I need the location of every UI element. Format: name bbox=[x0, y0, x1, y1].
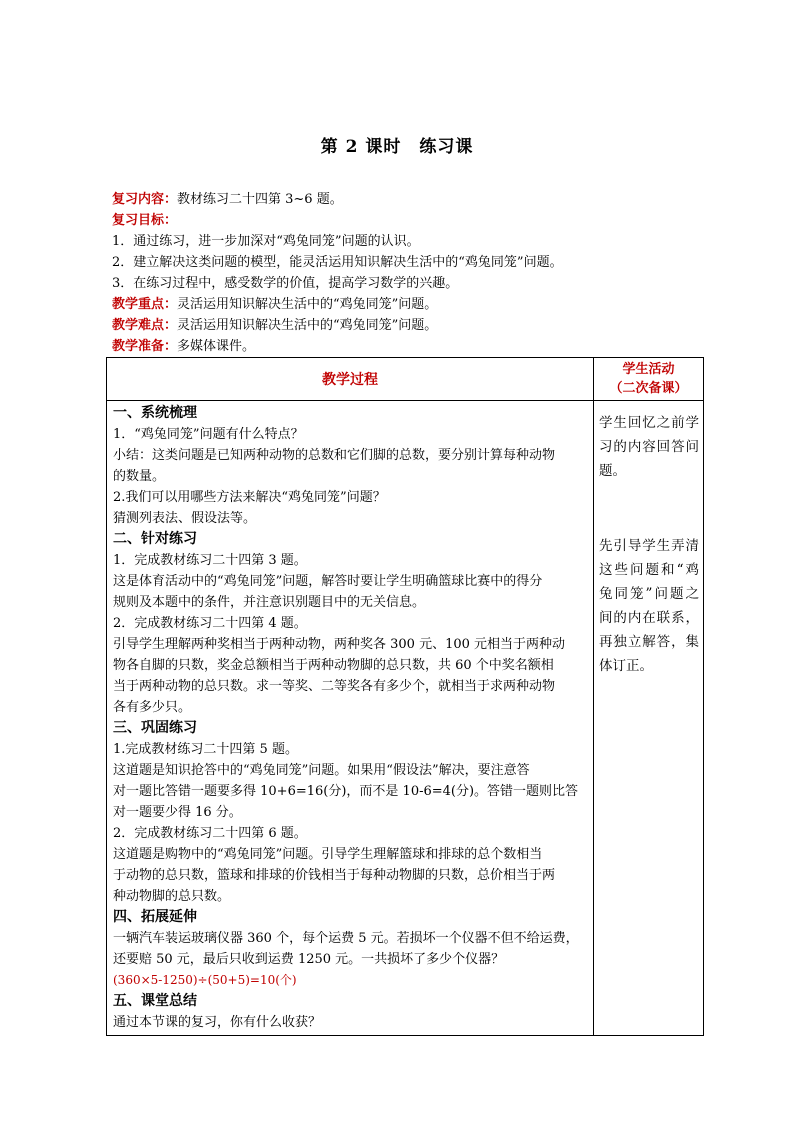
section-heading: 三、巩固练习 bbox=[113, 720, 197, 736]
content-line: 1．“鸡兔同笼”问题有什么特点？ bbox=[113, 427, 304, 442]
content-line: 各有多少只。 bbox=[113, 700, 192, 715]
meta-row bbox=[112, 231, 712, 252]
lesson-meta bbox=[112, 189, 712, 357]
content-line: 2．完成教材练习二十四第 6 题。 bbox=[113, 826, 307, 841]
meta-label: 教学难点： bbox=[112, 318, 178, 333]
content-line: 对一题要少得 16 分。 bbox=[113, 805, 242, 820]
meta-text: 教材练习二十四第 3~6 题。 bbox=[177, 192, 343, 207]
content-line: 对一题比答错一题要多得 10+6=16(分)，而不是 10-6=4(分)。答错一题则比答 bbox=[113, 784, 579, 799]
content-line: 2.我们可以用哪些方法来解决“鸡兔同笼”问题？ bbox=[113, 490, 386, 505]
meta-text: 灵活运用知识解决生活中的“鸡兔同笼”问题。 bbox=[177, 297, 438, 312]
content-line: 引导学生理解两种奖相当于两种动物，两种奖各 300 元、100 元相当于两种动 bbox=[113, 637, 566, 652]
section-heading: 四、拓展延伸 bbox=[113, 909, 197, 925]
content-line: 当于两种动物的总只数。求一等奖、二等奖各有多少个，就相当于求两种动物 bbox=[113, 679, 556, 694]
meta-text: 1．通过练习，进一步加深对“鸡兔同笼”问题的认识。 bbox=[112, 234, 420, 249]
meta-row bbox=[112, 273, 712, 294]
meta-row bbox=[112, 336, 712, 357]
content-line: 猜测列表法、假设法等。 bbox=[113, 511, 257, 526]
formula-line: (360×5-1250)÷(50+5)=10(个) bbox=[113, 973, 297, 987]
meta-row bbox=[112, 252, 712, 273]
meta-row bbox=[112, 189, 712, 210]
meta-label: 教学重点： bbox=[112, 297, 178, 312]
content-line: 种动物脚的总只数。 bbox=[113, 889, 231, 904]
meta-text: 3．在练习过程中，感受数学的价值，提高学习数学的兴趣。 bbox=[112, 276, 459, 291]
meta-row bbox=[112, 210, 712, 231]
header-student-activity-line2: （二次备课） bbox=[609, 381, 688, 396]
meta-row bbox=[112, 315, 712, 336]
side-note-2: 先引导学生弄清这些问题和“鸡兔同笼”问题之间的内在联系，再独立解答，集体订正。 bbox=[599, 538, 699, 674]
page-title: 第 2 课时 练习课 bbox=[320, 137, 474, 157]
header-student-activity bbox=[594, 358, 704, 401]
content-line: 通过本节课的复习，你有什么收获？ bbox=[113, 1015, 322, 1030]
content-line: 物各自脚的只数，奖金总额相当于两种动物脚的总只数，共 60 个中奖名额相 bbox=[113, 658, 554, 673]
meta-label: 教学准备： bbox=[112, 339, 178, 354]
meta-text: 灵活运用知识解决生活中的“鸡兔同笼”问题。 bbox=[177, 318, 438, 333]
content-line: 1.完成教材练习二十四第 5 题。 bbox=[113, 742, 298, 757]
student-activity-notes bbox=[594, 401, 704, 1036]
content-line: 这道题是知识抢答中的“鸡兔同笼”问题。如果用“假设法”解决，要注意答 bbox=[113, 763, 530, 778]
content-line: 规则及本题中的条件，并注意识别题目中的无关信息。 bbox=[113, 595, 426, 610]
content-line: 这是体育活动中的“鸡兔同笼”问题，解答时要让学生明确篮球比赛中的得分 bbox=[113, 574, 543, 589]
content-line: 还要赔 50 元，最后只收到运费 1250 元。一共损坏了多少个仪器？ bbox=[113, 952, 505, 967]
meta-label: 复习内容： bbox=[112, 192, 178, 207]
side-note-1: 学生回忆之前学习的内容回答问题。 bbox=[599, 415, 699, 479]
content-line: 1．完成教材练习二十四第 3 题。 bbox=[113, 553, 307, 568]
lesson-table bbox=[106, 357, 704, 1036]
header-teaching-process: 教学过程 bbox=[107, 358, 594, 401]
meta-text: 多媒体课件。 bbox=[177, 339, 256, 354]
section-heading: 二、针对练习 bbox=[113, 531, 197, 547]
content-line: 这道题是购物中的“鸡兔同笼”问题。引导学生理解篮球和排球的总个数相当 bbox=[113, 847, 543, 862]
content-line: 小结：这类问题是已知两种动物的总数和它们脚的总数，要分别计算每种动物 bbox=[113, 448, 556, 463]
content-line: 于动物的总只数，篮球和排球的价钱相当于每种动物脚的只数，总价相当于两 bbox=[113, 868, 556, 883]
section-heading: 五、课堂总结 bbox=[113, 993, 197, 1009]
content-line: 2．完成教材练习二十四第 4 题。 bbox=[113, 616, 307, 631]
content-line: 的数量。 bbox=[113, 469, 166, 484]
teaching-process-content bbox=[107, 401, 594, 1036]
section-heading: 一、系统梳理 bbox=[113, 405, 197, 421]
meta-text: 2．建立解决这类问题的模型，能灵活运用知识解决生活中的“鸡兔同笼”问题。 bbox=[112, 255, 563, 270]
meta-row bbox=[112, 294, 712, 315]
header-student-activity-line1: 学生活动 bbox=[622, 362, 675, 377]
meta-label: 复习目标： bbox=[112, 213, 178, 228]
content-line: 一辆汽车装运玻璃仪器 360 个，每个运费 5 元。若损坏一个仪器不但不给运费， bbox=[113, 931, 579, 946]
